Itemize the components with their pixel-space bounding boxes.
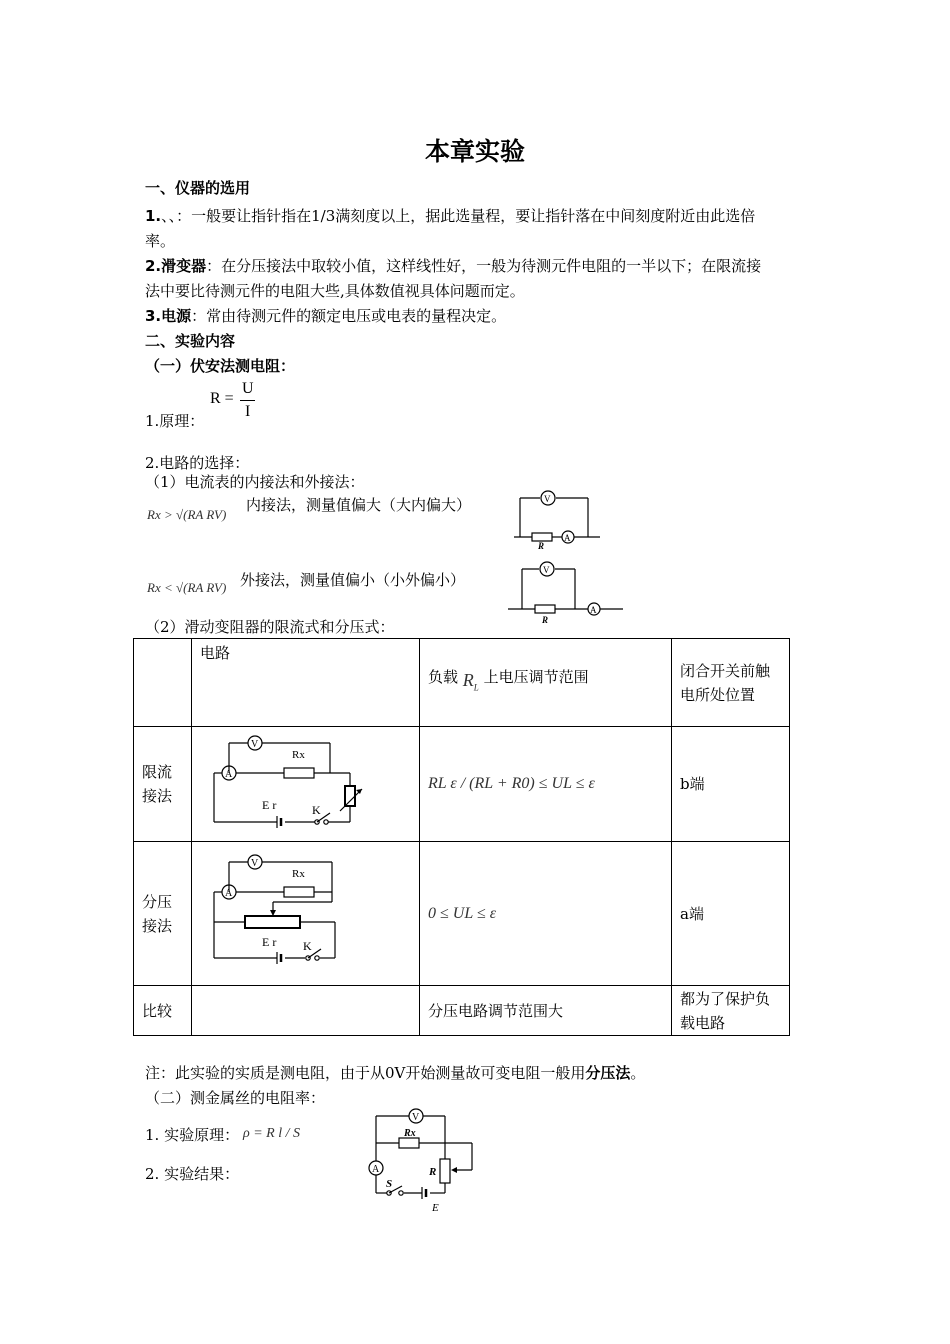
outer-text: 外接法，测量值偏小（小外偏小） bbox=[240, 571, 466, 589]
formula-i: I bbox=[245, 403, 251, 420]
res-e-label: E bbox=[432, 1202, 439, 1214]
note-text: 注：此实验的实质是测电阻，由于从0V开始测量故可变电阻一般用 bbox=[145, 1064, 586, 1082]
item-3-text: ：常由待测元件的额定电压或电表的量程决定。 bbox=[191, 307, 507, 325]
principle-label: 1.原理： bbox=[145, 412, 205, 430]
choice-label: 2.电路的选择： bbox=[145, 454, 250, 472]
table-row bbox=[134, 986, 790, 1036]
divider-rx-label: Rx bbox=[292, 868, 305, 880]
row2-position: a端 bbox=[672, 842, 790, 986]
header-range-suffix: 上电压调节范围 bbox=[483, 668, 589, 687]
table-header-switch: 闭合开关前触电所处位置 bbox=[672, 639, 790, 727]
current-limiting-circuit bbox=[200, 731, 365, 831]
row2-circuit bbox=[192, 842, 420, 986]
item-1-cont: 率。 bbox=[145, 232, 176, 250]
inner-text: 内接法，测量值偏大（大内偏大） bbox=[246, 496, 472, 514]
row1-position: b端 bbox=[672, 727, 790, 842]
res-v-label: V bbox=[412, 1112, 420, 1123]
divider-er-label: E r bbox=[262, 935, 277, 949]
item-3-label: 电源 bbox=[161, 307, 192, 325]
c1-label: （1）电流表的内接法和外接法： bbox=[145, 473, 365, 491]
table-header-circuit: 电路 bbox=[192, 639, 420, 727]
outer-circuit-diagram bbox=[505, 558, 625, 628]
table-row bbox=[134, 842, 790, 986]
item-2-cont: 法中要比待测元件的电阻大些,具体数值视具体问题而定。 bbox=[145, 282, 525, 300]
item-1 bbox=[145, 204, 813, 254]
formula-r: R = bbox=[210, 390, 234, 407]
item-2-num: 2. bbox=[145, 257, 162, 275]
divider-v-label: V bbox=[251, 858, 259, 869]
limit-a-label: A bbox=[225, 768, 233, 780]
table-header-blank bbox=[134, 639, 192, 727]
header-range-prefix: 负载 bbox=[428, 668, 459, 687]
outer-formula: Rx < √(RA RV) bbox=[147, 580, 227, 595]
header-range-symbol: $R_L$ bbox=[462, 670, 479, 693]
resistivity-formula: ρ = R l / S bbox=[243, 1126, 300, 1141]
sub-1-heading: （一）伏安法测电阻： bbox=[145, 357, 296, 375]
item-3-num: 3. bbox=[145, 307, 162, 325]
note bbox=[145, 1062, 645, 1083]
row2-range: 0 ≤ UL ≤ ε bbox=[420, 842, 672, 986]
res-rx-label: Rx bbox=[404, 1128, 416, 1139]
row1-label: 限流接法 bbox=[134, 727, 192, 842]
resistivity-principle-label: 1. 实验原理： bbox=[145, 1126, 240, 1144]
item-2-label: 滑变器 bbox=[161, 257, 207, 275]
row3-circuit bbox=[192, 986, 420, 1036]
note-end: 。 bbox=[630, 1064, 646, 1082]
row2-label: 分压接法 bbox=[134, 842, 192, 986]
sub-2-heading: （二）测金属丝的电阻率： bbox=[145, 1089, 326, 1107]
outer-r-label: R bbox=[542, 615, 549, 625]
inner-formula: Rx > √(RA RV) bbox=[147, 507, 227, 522]
inner-a-label: A bbox=[564, 533, 571, 543]
table-row bbox=[134, 727, 790, 842]
item-2-text: ：在分压接法中取较小值，这样线性好，一般为待测元件电阻的一半以下；在限流接 bbox=[206, 257, 762, 275]
inner-r-label: R bbox=[538, 541, 545, 550]
row3-range: 分压电路调节范围大 bbox=[420, 986, 672, 1036]
resistivity-circuit-diagram bbox=[362, 1105, 482, 1215]
formula-u: U bbox=[242, 380, 254, 397]
limit-rx-label: Rx bbox=[292, 748, 305, 761]
row1-circuit bbox=[192, 727, 420, 842]
limit-k-label: K bbox=[312, 802, 321, 817]
section-1-heading: 一、仪器的选用 bbox=[145, 179, 251, 197]
item-1-text: 、、：一般要让指针指在1/3满刻度以上，据此选量程，要让指针落在中间刻度附近由此选倍 bbox=[161, 207, 756, 225]
row3-position: 都为了保护负载电路 bbox=[672, 986, 790, 1036]
item-2 bbox=[145, 254, 813, 304]
inner-v-label: V bbox=[544, 494, 551, 504]
outer-a-label: A bbox=[590, 605, 597, 615]
page-title: 本章实验 bbox=[424, 137, 525, 166]
res-r-label: R bbox=[429, 1166, 437, 1178]
note-bold: 分压法 bbox=[585, 1064, 631, 1082]
row1-range: RL ε / (RL + R0) ≤ UL ≤ ε bbox=[420, 727, 672, 842]
fraction-bar bbox=[240, 400, 255, 401]
voltage-divider-circuit bbox=[200, 850, 365, 970]
outer-v-label: V bbox=[543, 565, 550, 575]
item-1-num: 1. bbox=[145, 207, 162, 225]
divider-a-label: A bbox=[225, 888, 233, 899]
section-2-heading: 二、实验内容 bbox=[145, 332, 236, 350]
item-3 bbox=[145, 304, 813, 329]
comparison-table bbox=[133, 638, 790, 1036]
table-header-row bbox=[134, 639, 790, 727]
c2-label: （2）滑动变阻器的限流式和分压式： bbox=[145, 618, 395, 636]
result-label: 2. 实验结果： bbox=[145, 1165, 240, 1183]
table-header-range bbox=[420, 639, 672, 727]
res-s-label: S bbox=[386, 1178, 393, 1190]
divider-k-label: K bbox=[303, 939, 312, 953]
limit-v-label: V bbox=[251, 738, 259, 750]
limit-er-label: E r bbox=[262, 797, 277, 812]
row3-label: 比较 bbox=[134, 986, 192, 1036]
inner-circuit-diagram bbox=[510, 490, 605, 550]
res-a-label: A bbox=[372, 1164, 380, 1175]
